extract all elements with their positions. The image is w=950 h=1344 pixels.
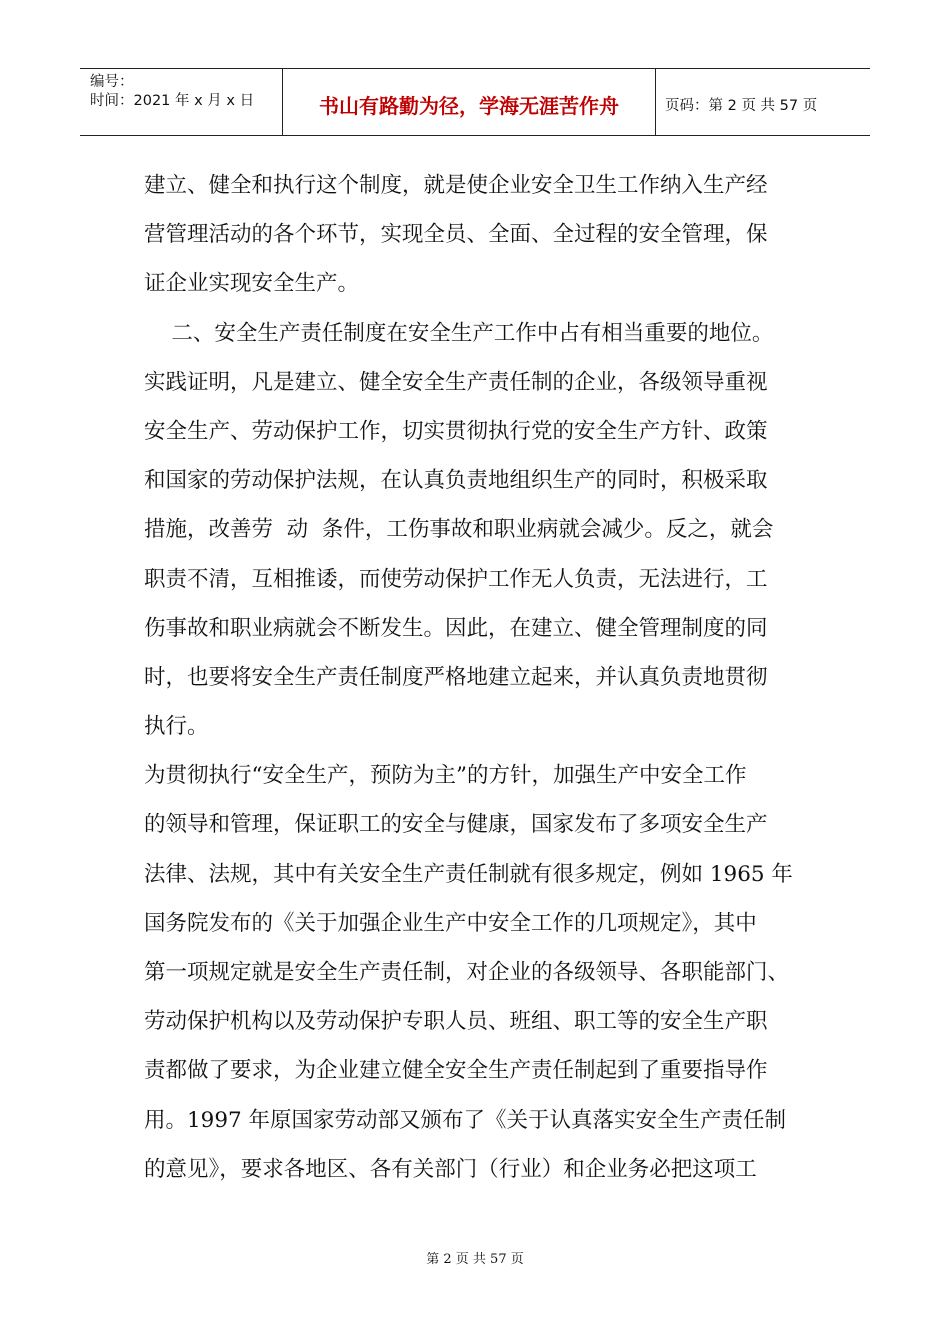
body-line: 的意见》，要求各地区、各有关部门（行业）和企业务必把这项工 xyxy=(144,1156,757,1182)
header-page-info: 页码：第 2 页 共 57 页 xyxy=(665,97,818,114)
body-line: 营管理活动的各个环节，实现全员、全面、全过程的安全管理，保 xyxy=(144,222,768,248)
body-line: 时，也要将安全生产责任制度严格地建立起来，并认真负责地贯彻 xyxy=(144,664,768,690)
body-line: 证企业实现安全生产。 xyxy=(144,271,360,297)
body-line: 用。1997 年原国家劳动部又颁布了《关于认真落实安全生产责任制 xyxy=(144,1107,787,1133)
body-line: 法律、法规，其中有关安全生产责任制就有很多规定，例如 1965 年 xyxy=(144,861,793,887)
body-line: 伤事故和职业病就会不断发生。因此，在建立、健全管理制度的同 xyxy=(144,615,768,641)
header-meta xyxy=(80,69,282,135)
body-line: 二、安全生产责任制度在安全生产工作中占有相当重要的地位。 xyxy=(144,320,774,346)
document-body xyxy=(144,161,816,1194)
body-line: 实践证明，凡是建立、健全安全生产责任制的企业，各级领导重视 xyxy=(144,369,768,395)
header-motto: 书山有路勤为径，学海无涯苦作舟 xyxy=(282,69,656,135)
body-line: 安全生产、劳动保护工作，切实贯彻执行党的安全生产方针、政策 xyxy=(144,418,768,444)
page-header xyxy=(80,68,870,136)
body-line: 劳动保护机构以及劳动保护专职人员、班组、职工等的安全生产职 xyxy=(144,1009,768,1035)
body-line: 为贯彻执行“安全生产，预防为主”的方针，加强生产中安全工作 xyxy=(144,763,747,789)
body-line: 的领导和管理，保证职工的安全与健康，国家发布了多项安全生产 xyxy=(144,812,768,838)
body-line: 执行。 xyxy=(144,714,209,740)
body-line: 职责不清，互相推诿，而使劳动保护工作无人负责，无法进行，工 xyxy=(144,566,768,592)
body-line: 责都做了要求，为企业建立健全安全生产责任制起到了重要指导作 xyxy=(144,1058,768,1084)
body-line: 建立、健全和执行这个制度，就是使企业安全卫生工作纳入生产经 xyxy=(144,173,768,198)
body-line: 和国家的劳动保护法规，在认真负责地组织生产的同时，积极采取 xyxy=(144,468,768,494)
body-line: 措施，改善劳 动 条件，工伤事故和职业病就会减少。反之，就会 xyxy=(144,517,774,543)
page-footer: 第 2 页 共 57 页 xyxy=(426,1252,524,1267)
document-date-label: 时间：2021 年 x 月 x 日 xyxy=(90,93,255,109)
body-line: 国务院发布的《关于加强企业生产中安全工作的几项规定》，其中 xyxy=(144,910,757,936)
body-line: 第一项规定就是安全生产责任制，对企业的各级领导、各职能部门、 xyxy=(144,960,790,985)
document-number-label: 编号： xyxy=(90,74,134,90)
